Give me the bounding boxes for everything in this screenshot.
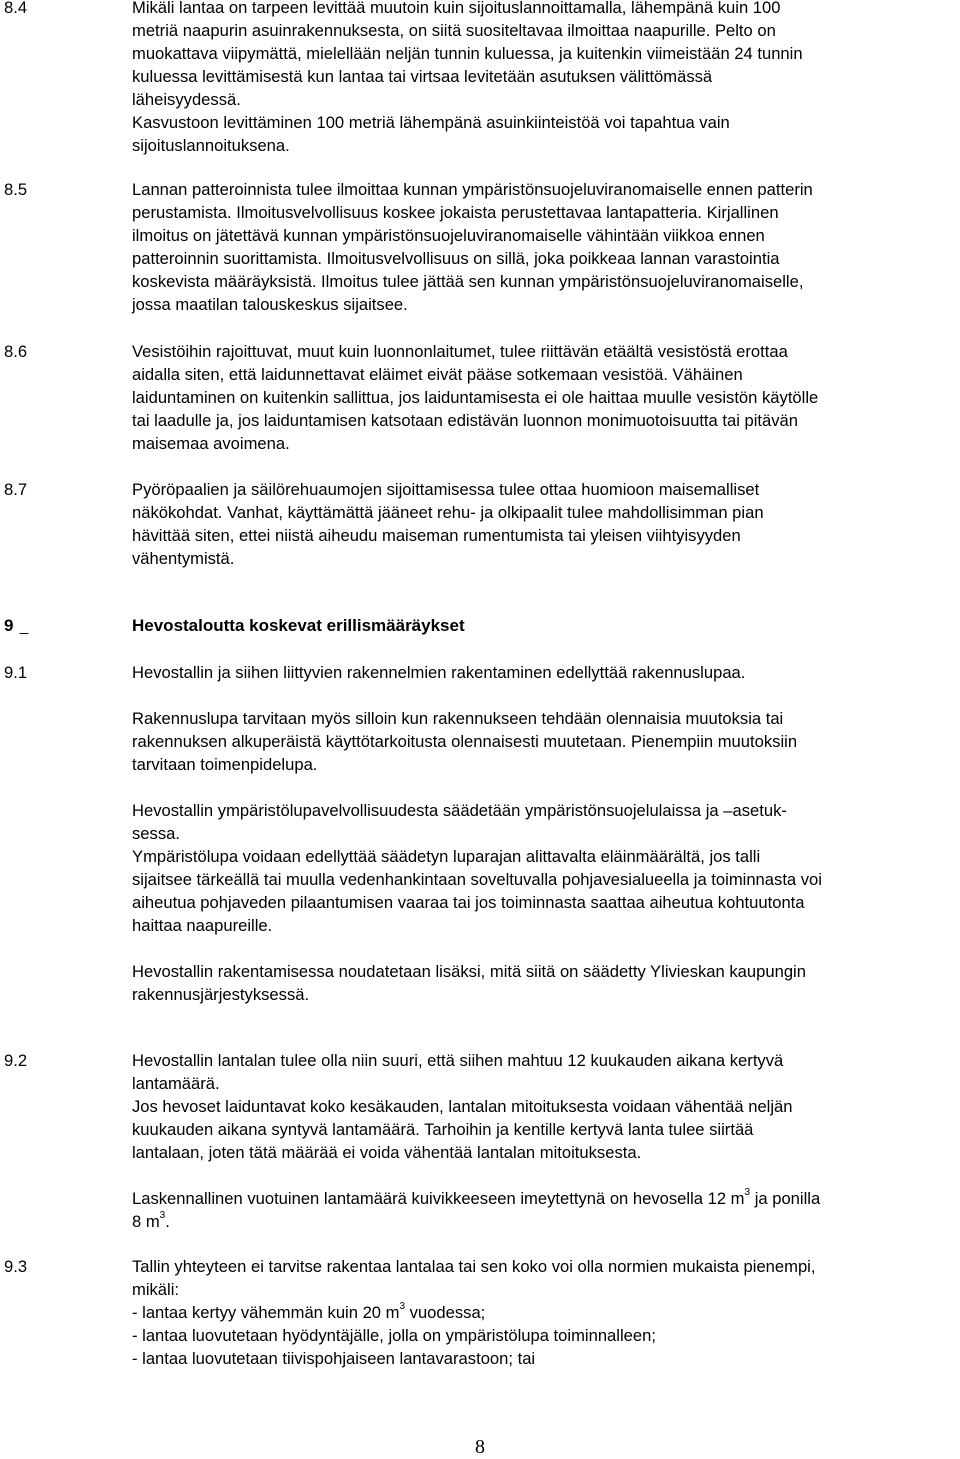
- text-line: sijaitsee tärkeällä tai muulla vedenhankintaan soveltuvalla pohjavesialueella ja toiminnasta voi: [132, 870, 822, 889]
- section-sign-mark: [19, 618, 35, 634]
- heading-title: Hevostaloutta koskevat erillismääräykset: [132, 616, 465, 635]
- text-line: läheisyydessä.: [132, 90, 241, 109]
- text-line: Jos hevoset laiduntavat koko kesäkauden, lantalan mitoituksesta voidaan vähentää neljän: [132, 1097, 793, 1116]
- text-line: Pyöröpaalien ja säilörehuaumojen sijoittamisessa tulee ottaa huomioon maisemalliset: [132, 480, 760, 499]
- text-line: Hevostallin ja siihen liittyvien rakennelmien rakentaminen edellyttää rakennuslupaa.: [132, 663, 746, 682]
- text-line: Hevostallin ympäristölupavelvollisuudesta säädetään ympäristönsuojelulaissa ja –asetuk-: [132, 801, 787, 820]
- text-line: metriä naapurin asuinrakennuksesta, on siitä suositeltavaa ilmoittaa naapurille. Pelto on: [132, 21, 776, 40]
- text-line: sijoituslannoituksena.: [132, 136, 290, 155]
- text-line: aiheutua pohjaveden pilaantumisen vaaraa tai jos toiminnasta saattaa aiheutua kohtuutonta: [132, 893, 805, 912]
- section-number: 8.4: [4, 0, 28, 17]
- text-line: vähentymistä.: [132, 549, 235, 568]
- text-line: kuukauden aikana syntyvä lantamäärä. Tarhoihin ja kentille kertyvä lanta tulee siirtää: [132, 1120, 754, 1139]
- text-line: rakennuksen alkuperäistä käyttötarkoitusta olennaisesti muutetaan. Pienempiin muutoksiin: [132, 732, 798, 751]
- list-item: [132, 1301, 958, 1324]
- text-line: sessa.: [132, 824, 180, 843]
- text-line: mikäli:: [132, 1280, 180, 1299]
- section-body: [132, 1049, 958, 1233]
- text-line: Lannan patteroinnista tulee ilmoittaa kunnan ympäristönsuojeluviranomaiselle ennen patterin: [132, 180, 813, 199]
- text-line: lantalaan, joten tätä määrää ei voida vähentää lantalan mitoituksesta.: [132, 1143, 642, 1162]
- text-line: Mikäli lantaa on tarpeen levittää muutoin kuin sijoituslannoittamalla, lähempänä kuin 100: [132, 0, 781, 17]
- text-line: laiduntaminen on kuitenkin sallittua, jos laiduntamisesta ei ole haittaa muulle vesistön käytölle: [132, 388, 819, 407]
- text-fragment: ja ponilla: [750, 1189, 821, 1208]
- section-number: 9.3: [4, 1257, 28, 1276]
- text-line: [132, 1187, 958, 1210]
- text-line: Vesistöihin rajoittuvat, muut kuin luonnonlaitumet, tulee riittävän etäältä vesistöstä erottaa: [132, 342, 788, 361]
- text-line: Ympäristölupa voidaan edellyttää säädetyn luparajan alittavalta eläinmäärältä, jos talli: [132, 847, 761, 866]
- section-body: [132, 661, 958, 1006]
- text-line: Kasvustoon levittäminen 100 metriä lähempänä asuinkiinteistöä voi tapahtua vain: [132, 113, 730, 132]
- section-number: 8.6: [4, 342, 28, 361]
- text-line: Tallin yhteyteen ei tarvitse rakentaa lantalaa tai sen koko voi olla normien mukaista pienempi,: [132, 1257, 816, 1276]
- text-line: aidalla siten, että laidunnettavat eläimet eivät pääse sotkemaan vesistöä. Vähäinen: [132, 365, 743, 384]
- text-line: rakennusjärjestyksessä.: [132, 985, 310, 1004]
- section-body: [132, 1255, 958, 1370]
- text-fragment: .: [165, 1212, 170, 1231]
- superscript: 3: [159, 1210, 166, 1222]
- section-body: [132, 178, 958, 316]
- text-line: Hevostallin lantalan tulee olla niin suuri, että siihen mahtuu 12 kuukauden aikana kertyvä: [132, 1051, 784, 1070]
- section-number: 9.2: [4, 1051, 28, 1070]
- text-line: haittaa naapureille.: [132, 916, 273, 935]
- text-line: lantamäärä.: [132, 1074, 220, 1093]
- text-fragment: Laskennallinen vuotuinen lantamäärä kuivikkeeseen imeytettynä on hevosella 12 m: [132, 1189, 745, 1208]
- text-line: [132, 1210, 958, 1233]
- text-line: koskevista määräyksistä. Ilmoitus tulee jättää sen kunnan ympäristönsuojeluviranomaiselle,: [132, 272, 804, 291]
- superscript: 3: [744, 1187, 751, 1199]
- heading-number: 9: [4, 616, 14, 635]
- superscript: 3: [399, 1301, 406, 1313]
- text-line: maisemaa avoimena.: [132, 434, 290, 453]
- text-line: tai laadulle ja, jos laiduntamisen katsotaan edistävän luonnon monimuotoisuutta tai pitävän: [132, 411, 799, 430]
- section-body: [132, 478, 958, 570]
- text-line: patteroinnin suorittamista. Ilmoitusvelvollisuus on sillä, joka poikkeaa lannan varastointia: [132, 249, 780, 268]
- text-line: hävittää siten, ettei niistä aiheudu maiseman rumentumista tai yleisen viihtyisyyden: [132, 526, 741, 545]
- text-fragment: 8 m: [132, 1212, 160, 1231]
- list-item: - lantaa luovutetaan hyödyntäjälle, jolla on ympäristölupa toiminnalleen;: [132, 1326, 656, 1345]
- section-number: 9.1: [4, 663, 28, 682]
- text-line: tarvitaan toimenpidelupa.: [132, 755, 318, 774]
- section-body: [132, 340, 958, 455]
- text-fragment: vuodessa;: [405, 1303, 486, 1322]
- text-line: Hevostallin rakentamisessa noudatetaan lisäksi, mitä siitä on säädetty Ylivieskan kaupungin: [132, 962, 806, 981]
- text-line: muokattava viipymättä, mielellään neljän tunnin kuluessa, ja kuitenkin viimeistään 24 tunnin: [132, 44, 803, 63]
- section-body: [132, 0, 958, 157]
- text-line: Rakennuslupa tarvitaan myös silloin kun rakennukseen tehdään olennaisia muutoksia tai: [132, 709, 784, 728]
- section-number: 8.7: [4, 480, 28, 499]
- section-number: 8.5: [4, 180, 28, 199]
- text-line: perustamista. Ilmoitusvelvollisuus koskee jokaista perustettavaa lantapatteria. Kirjallinen: [132, 203, 779, 222]
- page-number: 8: [475, 1436, 485, 1458]
- text-line: näkökohdat. Vanhat, käyttämättä jääneet rehu- ja olkipaalit tulee mahdollisimman pian: [132, 503, 764, 522]
- text-line: kuluessa levittämisestä kun lantaa tai virtsaa levitetään asutuksen välittömässä: [132, 67, 713, 86]
- list-item: - lantaa luovutetaan tiivispohjaiseen lantavarastoon; tai: [132, 1349, 536, 1368]
- text-line: ilmoitus on jätettävä kunnan ympäristönsuojeluviranomaiselle vähintään viikkoa ennen: [132, 226, 765, 245]
- text-fragment: - lantaa kertyy vähemmän kuin 20 m: [132, 1303, 400, 1322]
- text-line: jossa maatilan talouskeskus sijaitsee.: [132, 295, 408, 314]
